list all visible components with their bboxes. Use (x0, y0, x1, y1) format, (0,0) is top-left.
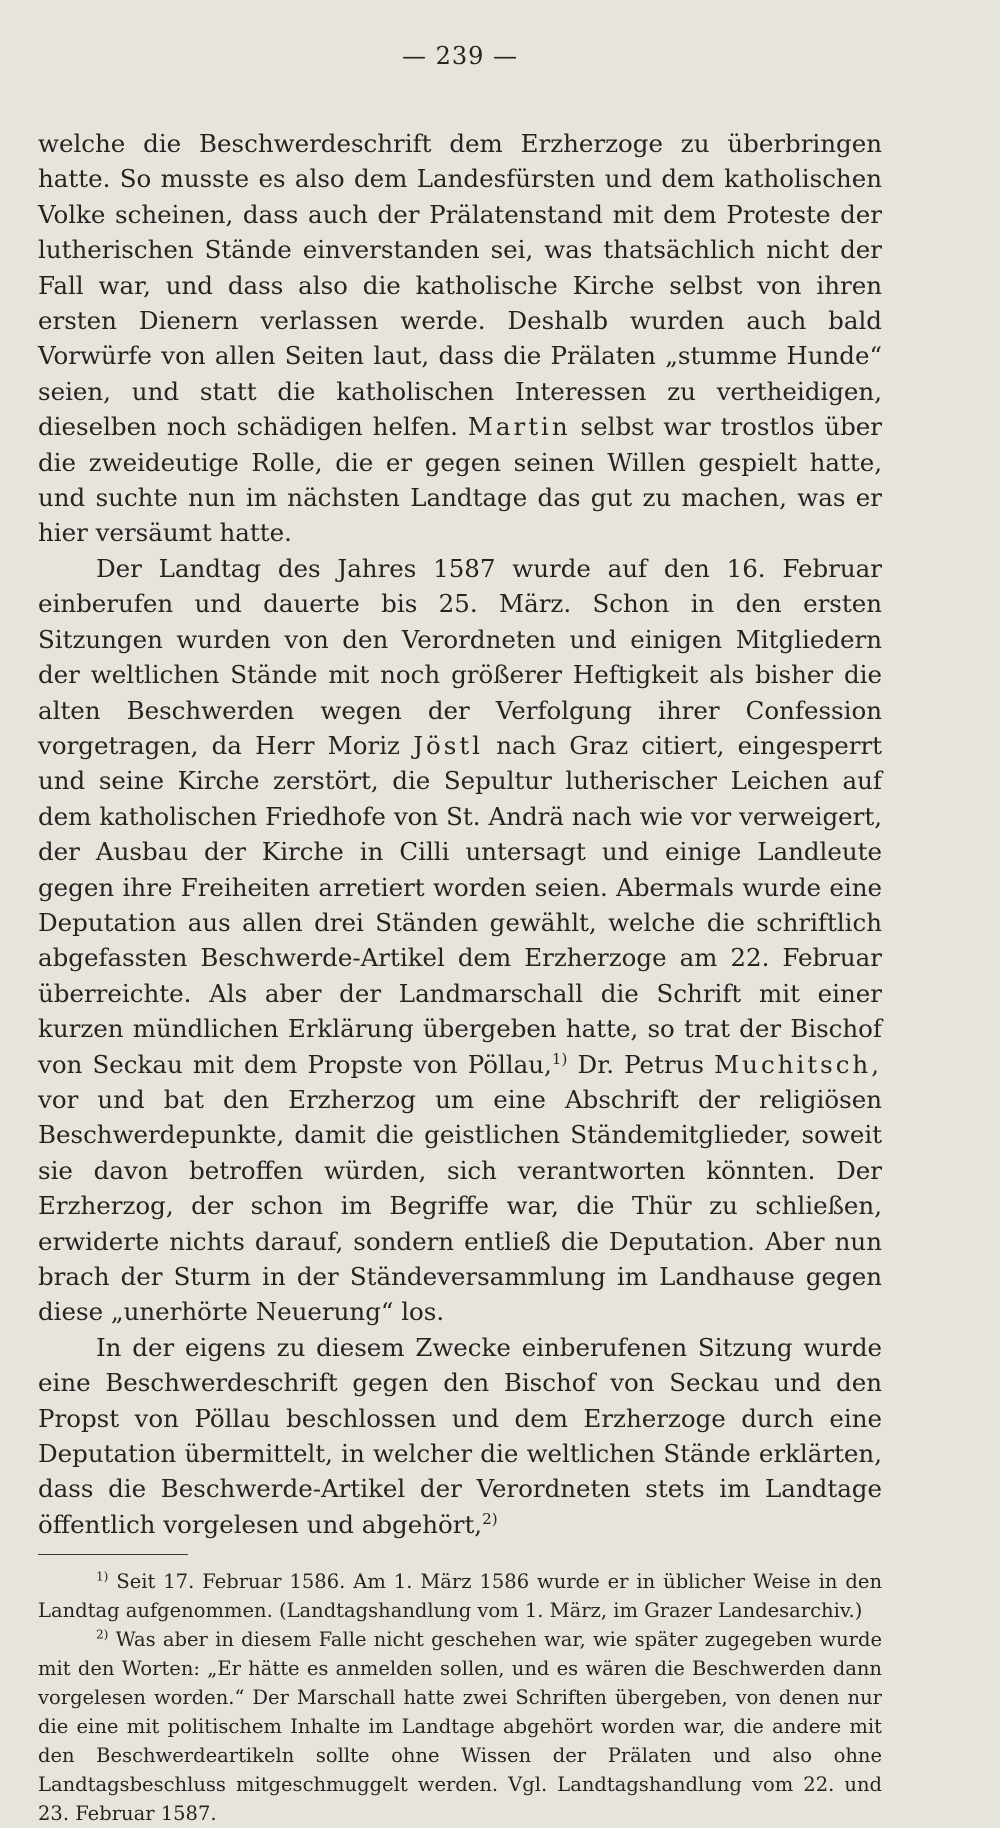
page-number: — 239 — (401, 42, 519, 70)
paragraph-2 (38, 551, 882, 1330)
person-name-joestl: Jöstl (413, 730, 484, 760)
main-text (38, 126, 882, 1542)
person-name-muchitsch: Muchitsch, (714, 1049, 883, 1079)
paragraph-1 (38, 126, 882, 551)
paragraph-2-text-c: Dr. Petrus (577, 1049, 704, 1079)
paragraph-2-text-a: Der Landtag des Jahres 1587 wurde auf den 16. Februar einberufen und dauerte bis 25. März. Schon in den ersten Sitzungen wurden von den Verordneten und einigen Mitgliedern der weltlichen Stände mit noch größerer Heftigkeit als bisher die alten Beschwerden wegen der Verfolgung ihrer Confession vorgetragen, da Herr Moriz (38, 553, 882, 760)
paragraph-2-text-d: vor und bat den Erzherzog um eine Abschrift der religiösen Beschwerdepunkte, damit die geistlichen Ständemitglieder, soweit sie davon betroffen würden, sich verantworten könnten. Der Erzherzog, der schon im Begriffe war, die Thür zu schließen, erwiderte nichts darauf, sondern entließ die Deputation. Aber nun brach der Sturm in der Ständeversammlung im Landhause gegen diese „unerhörte Neuerung“ los. (38, 1084, 882, 1327)
footnote-1-text: Seit 17. Februar 1586. Am 1. März 1586 wurde er in üblicher Weise in den Landtag aufgenommen. (Landtagshandlung vom 1. März, im Grazer Landesarchiv.) (38, 1570, 882, 1623)
paragraph-2-text-b: nach Graz citiert, eingesperrt und seine Kirche zerstört, die Sepultur lutherischer Leichen auf dem katholischen Friedhofe von St. Andrä nach wie vor verweigert, der Ausbau der Kirche in Cilli untersagt und einige Landleute gegen ihre Freiheiten arretiert worden seien. Abermals wurde eine Deputation aus allen drei Ständen gewählt, welche die schriftlich abgefassten Beschwerde-Artikel dem Erzherzoge am 22. Februar überreichte. Als aber der Landmarschall die Schrift mit einer kurzen mündlichen Erklärung übergeben hatte, so trat der Bischof von Seckau mit dem Propste von Pöllau, (38, 730, 883, 1079)
paragraph-1-text-b: selbst war trostlos über die zweideutige Rolle, die er gegen seinen Willen gespielt hatte, und suchte nun im nächsten Landtage das gut zu machen, was er hier versäumt hatte. (38, 412, 882, 548)
paragraph-1-text-a: welche die Beschwerdeschrift dem Erzherzoge zu überbringen hatte. So musste es also dem Landesfürsten und dem katholischen Volke scheinen, dass auch der Prälatenstand mit dem Proteste der lutherischen Stände einverstanden sei, was thatsächlich nicht der Fall war, und dass also die katholische Kirche selbst von ihren ersten Dienern verlassen werde. Deshalb wurden auch bald Vorwürfe von allen Seiten laut, dass die Prälaten „stumme Hunde“ seien, und statt die katholischen Interessen zu vertheidigen, dieselben noch schädigen helfen. (38, 129, 882, 442)
footnote-2-text: Was aber in diesem Falle nicht geschehen war, wie später zugegeben wurde mit den Worten: „Er hätte es anmelden sollen, und es wären die Beschwerden dann vorgelesen worden.“ Der Marschall hatte zwei Schriften übergeben, von denen nur die eine mit politischem Inhalte im Landtage abgehört worden war, die andere mit den Beschwerdeartikeln sollte ohne Wissen der Prälaten und also ohne Landtagsbeschluss mitgeschmuggelt werden. Vgl. Landtagshandlung vom 22. und 23. Februar 1587. (38, 1628, 883, 1826)
footnote-1-mark: 1) (96, 1569, 109, 1584)
footnote-2-mark: 2) (96, 1627, 109, 1642)
person-name-martin: Martin (467, 412, 571, 442)
footnote-separator (38, 1554, 188, 1555)
footnote-1 (38, 1567, 882, 1625)
footnotes (38, 1567, 882, 1828)
footnote-2 (38, 1625, 882, 1828)
footnote-ref-1: 1) (551, 1049, 568, 1068)
paragraph-3-text-a: In der eigens zu diesem Zwecke einberufenen Sitzung wurde eine Beschwerdeschrift gegen den Bischof von Seckau und den Propst von Pöllau beschlossen und dem Erzherzoge durch eine Deputation übermittelt, in welcher die weltlichen Stände erklärten, dass die Beschwerde-Artikel der Verordneten stets im Landtage öffentlich vorgelesen und abgehört, (38, 1332, 882, 1539)
paragraph-3 (38, 1330, 882, 1542)
footnote-ref-2: 2) (482, 1509, 498, 1528)
